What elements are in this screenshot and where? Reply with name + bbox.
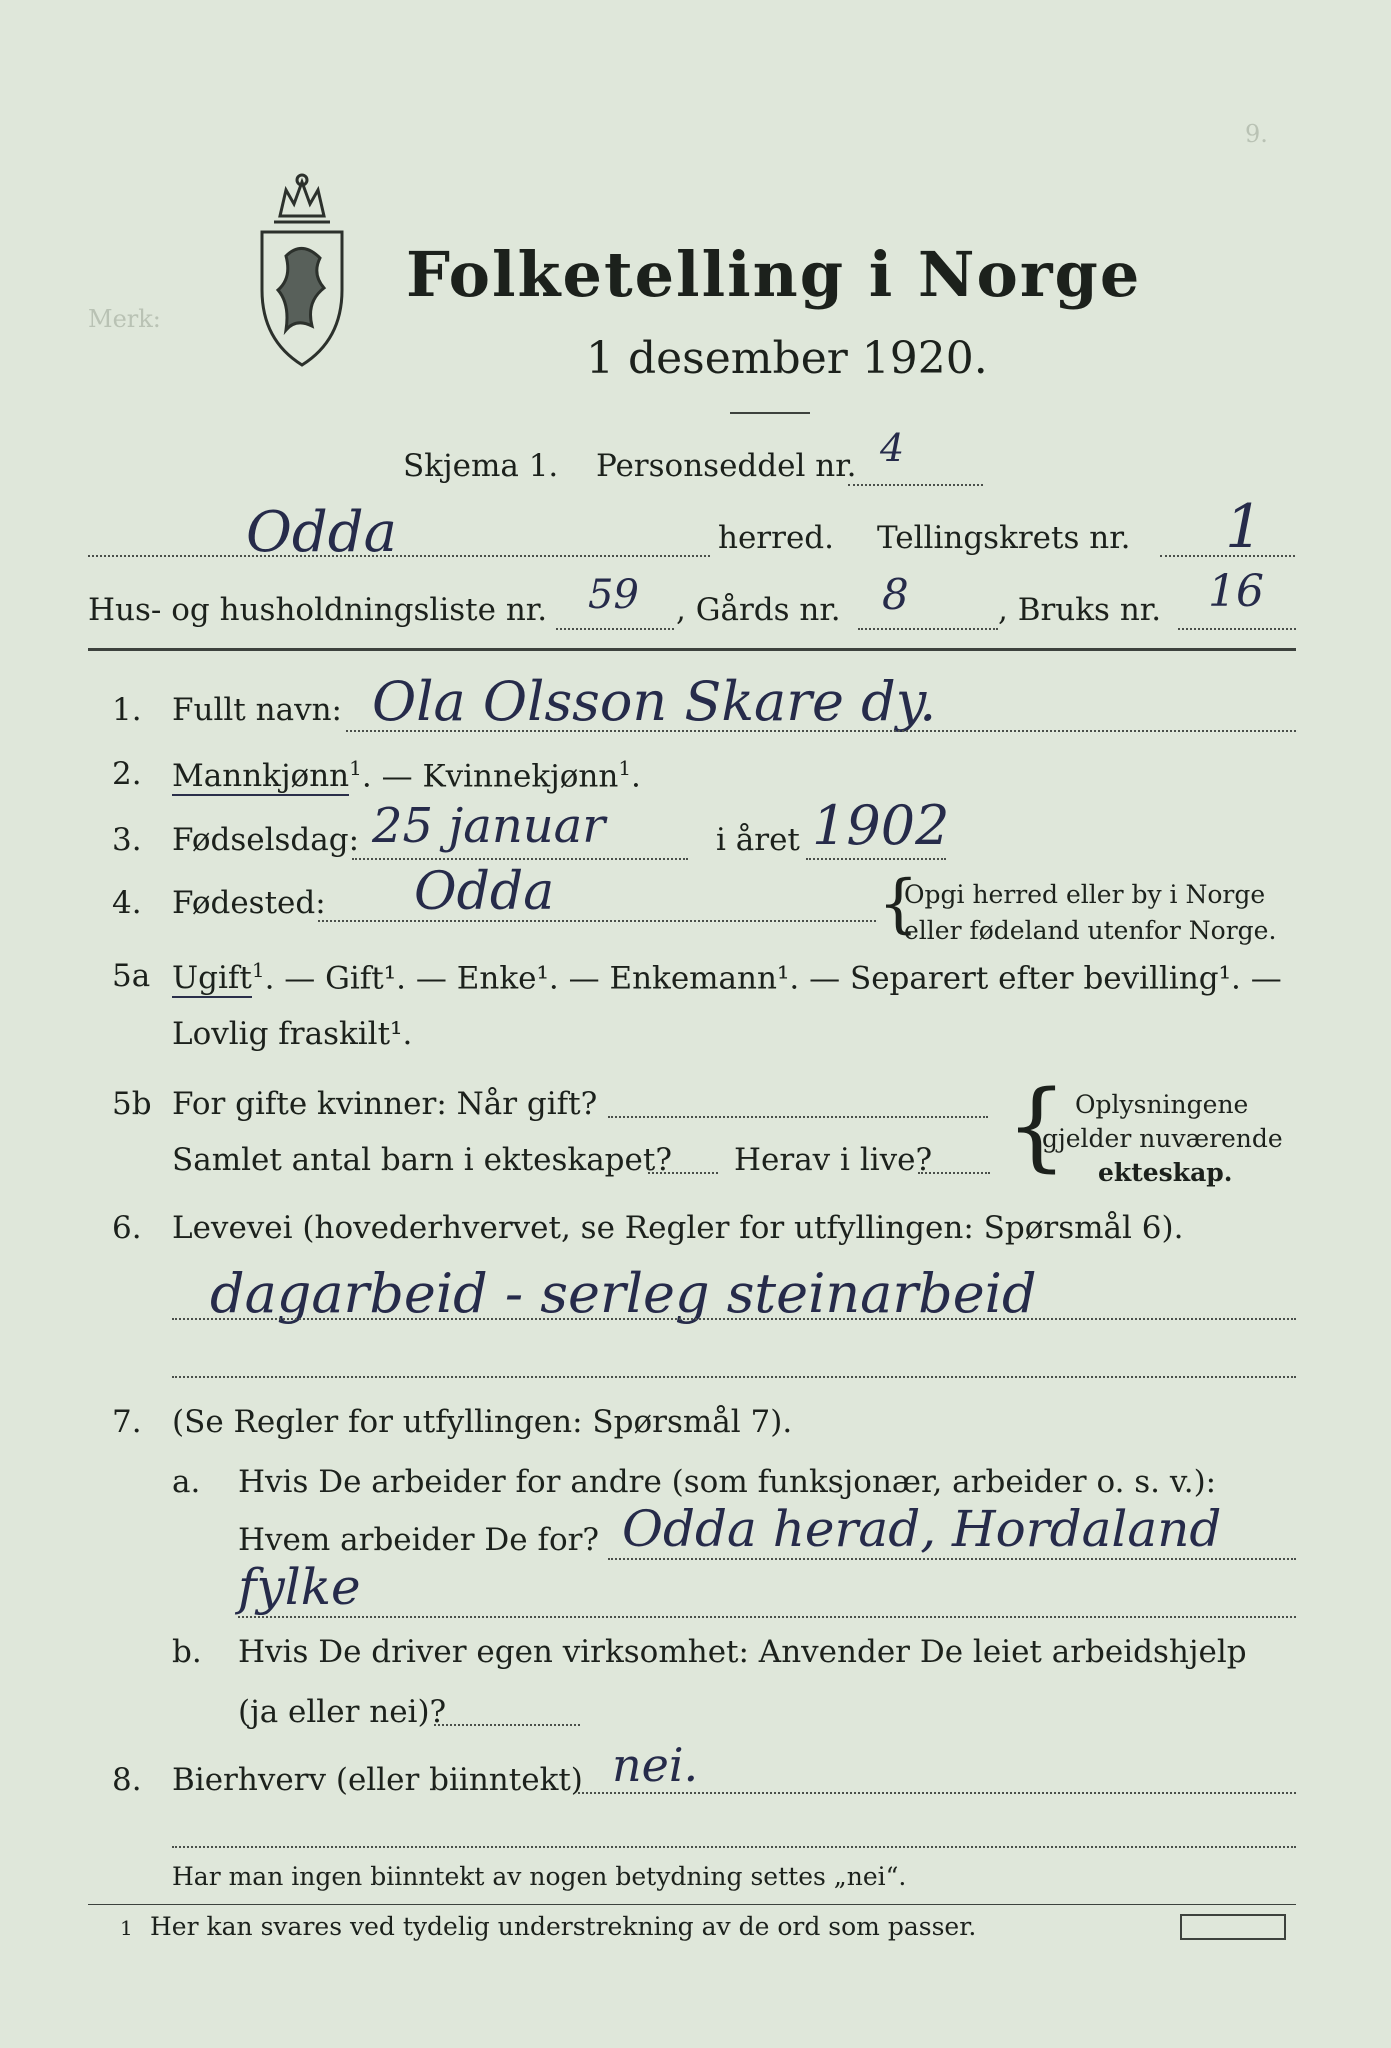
gards-line xyxy=(858,628,998,630)
bleed-through-text: 9. xyxy=(1245,120,1268,148)
q3-year-label: i året xyxy=(716,822,800,858)
q5b-children-line xyxy=(648,1172,718,1174)
q4-note-2: eller fødeland utenfor Norge. xyxy=(904,916,1277,945)
bruks-line xyxy=(1178,628,1296,630)
gender-male-option[interactable]: Mannkjønn xyxy=(172,758,350,795)
q4-number: 4. xyxy=(112,885,142,921)
q6-line-1 xyxy=(172,1318,1296,1320)
q5a-number: 5a xyxy=(112,958,151,994)
form-title: Folketelling i Norge xyxy=(406,238,1142,311)
q4-label: Fødested: xyxy=(172,885,326,921)
q8-line-2 xyxy=(172,1846,1296,1848)
q5b-brace: { xyxy=(1006,1070,1068,1182)
footer-note: Har man ingen biinntekt av nogen betydning settes „nei“. xyxy=(172,1862,907,1891)
q8-number: 8. xyxy=(112,1762,142,1798)
footnote: Her kan svares ved tydelig understrekning av de ord som passer. xyxy=(150,1912,977,1941)
q5b-married-when: For gifte kvinner: Når gift? xyxy=(172,1086,598,1122)
q1-number: 1. xyxy=(112,692,142,728)
q7-label: (Se Regler for utfyllingen: Spørsmål 7). xyxy=(172,1404,793,1440)
q4-line xyxy=(318,920,876,922)
full-name-value[interactable]: Ola Olsson Skare dy. xyxy=(372,670,937,733)
q7-number: 7. xyxy=(112,1404,142,1440)
q7b-letter: b. xyxy=(172,1634,202,1670)
q5b-alive-line xyxy=(918,1172,990,1174)
q1-label: Fullt navn: xyxy=(172,692,342,728)
norway-lion-crest-icon xyxy=(242,170,362,370)
q7a-line-1: Hvis De arbeider for andre (som funksjonær, arbeider o. s. v.): xyxy=(238,1464,1217,1500)
bruks-value[interactable]: 16 xyxy=(1208,566,1264,617)
bleed-through-text: Merk: xyxy=(88,305,161,333)
footnote-mark: 1 xyxy=(120,1916,133,1940)
q5b-note-2: gjelder nuværende xyxy=(1042,1124,1283,1153)
birthplace-value[interactable]: Odda xyxy=(414,862,555,922)
marital-ugift-option[interactable]: Ugift xyxy=(172,960,252,997)
q7a-line-2: Hvem arbeider De for? xyxy=(238,1522,600,1558)
q3-label: Fødselsdag: xyxy=(172,822,360,858)
printer-mark xyxy=(1180,1914,1286,1940)
herred-label: herred. xyxy=(718,520,834,556)
herred-value[interactable]: Odda xyxy=(246,500,397,565)
bruks-label: , Bruks nr. xyxy=(998,592,1162,628)
q4-note-1: Opgi herred eller by i Norge xyxy=(904,880,1266,909)
q7a-letter: a. xyxy=(172,1464,201,1500)
marital-fraskilt-option[interactable]: Lovlig fraskilt¹. xyxy=(172,1016,413,1052)
q7b-line-2: (ja eller nei)? xyxy=(238,1694,447,1730)
tellingskrets-value[interactable]: 1 xyxy=(1225,492,1264,562)
q7a-line-2-rule xyxy=(238,1616,1296,1618)
section-divider xyxy=(88,648,1296,651)
q8-line xyxy=(578,1792,1296,1794)
q5b-number: 5b xyxy=(112,1086,152,1122)
schema-label: Skjema 1. xyxy=(403,448,559,484)
census-date: 1 desember 1920. xyxy=(586,333,988,384)
q3-year-line xyxy=(806,858,946,860)
q6-label: Levevei (hovederhvervet, se Regler for utfyllingen: Spørsmål 6). xyxy=(172,1210,1184,1246)
birth-date-value[interactable]: 25 januar xyxy=(372,798,606,854)
q5b-note-1: Oplysningene xyxy=(1075,1090,1249,1119)
q4-brace: { xyxy=(878,867,919,941)
husliste-label: Hus- og husholdningsliste nr. xyxy=(88,592,548,628)
marital-other-options[interactable]: . — Gift¹. — Enke¹. — Enkemann¹. — Separert efter bevilling¹. — xyxy=(264,960,1282,997)
q3-line xyxy=(352,858,688,860)
q2-options: Mannkjønn$^1$. — Kvinnekjønn$^1$. xyxy=(172,756,641,795)
q1-line xyxy=(346,730,1296,732)
q6-line-2 xyxy=(172,1376,1296,1378)
husliste-line xyxy=(556,628,674,630)
q5b-married-when-line xyxy=(608,1116,988,1118)
birth-year-value[interactable]: 1902 xyxy=(812,794,950,857)
husliste-value[interactable]: 59 xyxy=(588,572,639,618)
q8-label: Bierhverv (eller biinntekt) xyxy=(172,1762,583,1798)
q6-number: 6. xyxy=(112,1210,142,1246)
personseddel-line xyxy=(848,484,983,486)
gards-value[interactable]: 8 xyxy=(882,570,909,619)
tellingskrets-label: Tellingskrets nr. xyxy=(877,520,1131,556)
q5b-children-total: Samlet antal barn i ekteskapet? xyxy=(172,1142,672,1178)
gender-female-option[interactable]: Kvinnekjønn xyxy=(422,758,619,795)
q5b-children-alive: Herav i live? xyxy=(734,1142,933,1178)
side-income-value[interactable]: nei. xyxy=(612,1738,699,1792)
q5b-note-3: ekteskap. xyxy=(1098,1158,1233,1187)
q7b-line xyxy=(434,1724,580,1726)
personseddel-value[interactable]: 4 xyxy=(880,426,905,470)
title-divider xyxy=(730,412,810,414)
q2-separator: . — xyxy=(361,758,423,795)
occupation-value[interactable]: dagarbeid - serleg steinarbeid xyxy=(210,1262,1037,1325)
gards-label: , Gårds nr. xyxy=(676,592,841,628)
q3-number: 3. xyxy=(112,822,142,858)
marital-options: Ugift$^1$. — Gift¹. — Enke¹. — Enkemann¹. — Separert efter bevilling¹. — xyxy=(172,958,1282,997)
personseddel-label: Personseddel nr. xyxy=(596,448,857,484)
herred-line xyxy=(88,555,710,557)
q2-end: . xyxy=(631,758,641,795)
q7b-line-1: Hvis De driver egen virksomhet: Anvender De leiet arbeidshjelp xyxy=(238,1634,1247,1670)
q2-number: 2. xyxy=(112,756,142,792)
employer-value-cont[interactable]: fylke xyxy=(238,1558,361,1616)
q7a-line xyxy=(608,1558,1296,1560)
footer-divider xyxy=(88,1904,1296,1905)
tellingskrets-line xyxy=(1160,555,1295,557)
employer-value[interactable]: Odda herad, Hordaland xyxy=(622,1500,1222,1558)
